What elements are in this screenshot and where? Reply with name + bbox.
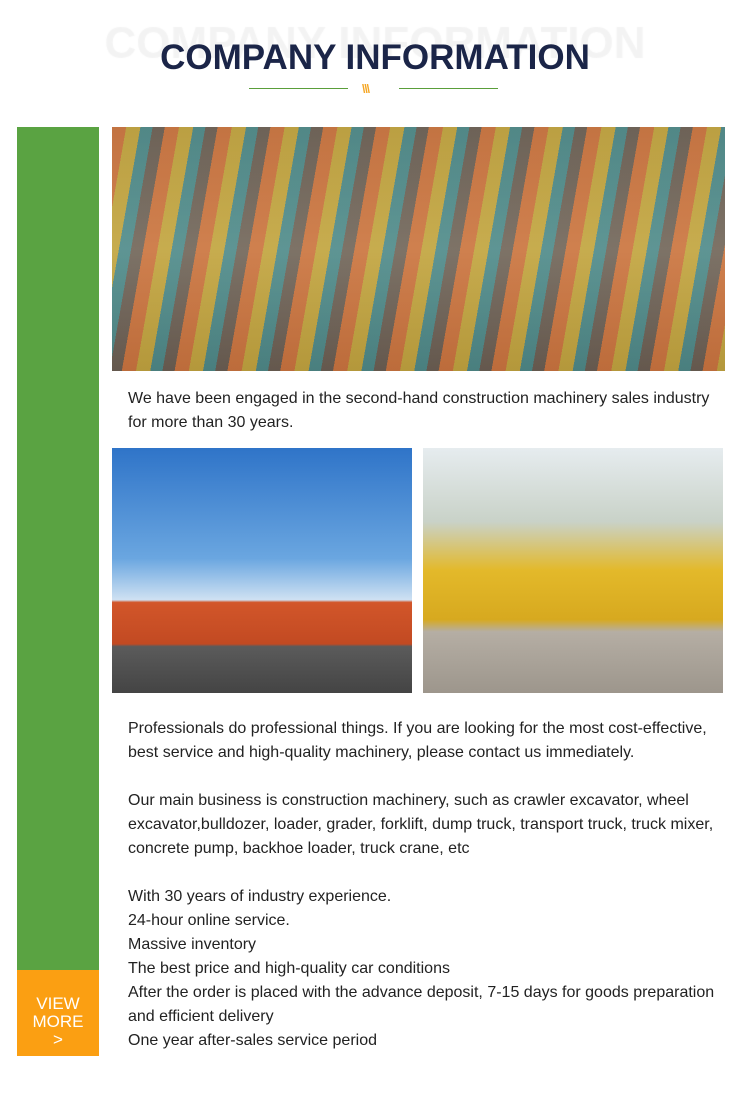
feature-item: After the order is placed with the advance deposit, 7-15 days for goods preparation and efficient delivery [128,984,715,1025]
view-more-label: VIEW [36,994,80,1013]
paragraph-business: Our main business is construction machinery, such as crawler excavator, wheel excavator,bulldozer, loader, grader, forklift, dump truck, transport truck, truck mixer, concrete pump, backhoe loader, truck crane, etc [128,792,714,857]
view-more-label-2: MORE [32,1012,84,1031]
feature-item: One year after-sales service period [128,1032,377,1049]
excavators-sky-photo [112,448,412,693]
view-more-button[interactable] [17,970,99,1056]
page-title: COMPANY INFORMATION [160,38,590,77]
feature-item: With 30 years of industry experience. [128,888,392,905]
feature-item: Massive inventory [128,936,257,953]
intro-text: We have been engaged in the second-hand construction machinery sales industry for more than 30 years. [128,390,710,431]
sidebar-bar [17,127,99,970]
feature-item: The best price and high-quality car conditions [128,960,450,977]
divider-right [399,88,498,89]
feature-list [128,885,728,1053]
paragraph-professional: Professionals do professional things. If you are looking for the most cost-effective, best service and high-quality machinery, please contact us immediately. [128,720,707,761]
feature-item: 24-hour online service. [128,912,290,929]
chevron-right-icon: > [53,1030,63,1049]
divider-ornament-icon: \\\ [362,82,370,96]
excavators-trees-photo [423,448,723,693]
excavator-yard-photo [112,127,725,371]
divider-left [249,88,348,89]
